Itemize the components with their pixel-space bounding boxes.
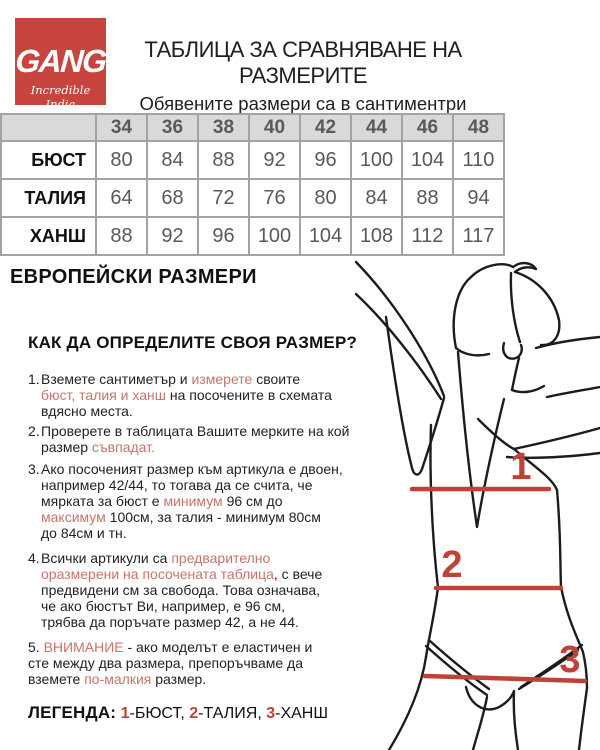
instruction-text: 100см, за талия - минимум 80см [105, 509, 321, 525]
hips-line-number: 3 [559, 639, 581, 681]
bust-line-number: 1 [510, 446, 532, 488]
size-table-header [1, 114, 504, 141]
instruction-text: вдясно места. [41, 403, 133, 419]
legend-label: ЛЕГЕНДА: [28, 703, 117, 722]
legend-items [121, 705, 328, 722]
instructions-list [28, 371, 448, 687]
waist-line-number: 2 [441, 544, 463, 586]
measurement-value-cell: 112 [402, 217, 453, 255]
instruction-text: до 84см и тн. [41, 525, 127, 541]
measurement-value-cell: 117 [453, 217, 504, 255]
measurement-value-cell: 88 [402, 179, 453, 217]
size-header-cell: 42 [300, 114, 351, 141]
how-to-heading: КАК ДА ОПРЕДЕЛИТЕ СВОЯ РАЗМЕР? [28, 333, 358, 352]
instruction-text-highlight: бюст, талия и ханш [41, 387, 166, 403]
instruction-item [28, 461, 448, 541]
instruction-text: размер. [151, 671, 207, 687]
instruction-number: 1. [28, 371, 40, 387]
measurement-value-cell: 94 [453, 179, 504, 217]
measurement-value-cell: 76 [249, 179, 300, 217]
instruction-text-highlight: максимум [41, 509, 106, 525]
figure-right-upperarm-bottom [547, 387, 600, 397]
figure-hair-swoosh [513, 263, 536, 272]
instruction-text-highlight: ВНИМАНИЕ [43, 639, 124, 655]
instruction-text: на посочените в схемата [165, 387, 332, 403]
page-subtitle: Обявените размери са в сантиментри [139, 93, 467, 114]
measurement-value-cell: 88 [198, 141, 249, 179]
measurement-value-cell: 108 [351, 217, 402, 255]
instruction-text: трябва да поръчате размер 42, а не 44. [41, 614, 299, 630]
figure-right-leg-outer [579, 688, 587, 750]
measurement-value-cell: 104 [402, 141, 453, 179]
figure-chin [503, 343, 522, 359]
size-header-cell: 40 [249, 114, 300, 141]
size-table-row [1, 217, 504, 255]
measurement-value-cell: 68 [147, 179, 198, 217]
instruction-item [28, 639, 448, 687]
size-table-body [1, 141, 504, 255]
instruction-text-highlight: измерете [191, 371, 253, 387]
measurement-value-cell: 96 [300, 141, 351, 179]
measurement-value-cell: 88 [96, 217, 147, 255]
measurement-value-cell: 72 [198, 179, 249, 217]
header [106, 37, 500, 115]
instruction-item [28, 423, 448, 455]
measurement-value-cell: 110 [453, 141, 504, 179]
instruction-text: например 42/44, то тогава да се счита, че [41, 477, 313, 493]
instruction-text: мярката за бюст е [41, 493, 164, 509]
measurement-value-cell: 80 [300, 179, 351, 217]
instruction-text: сте между два размера, препоръчваме да [28, 655, 304, 671]
size-table-row [1, 179, 504, 217]
size-header-cell: 44 [351, 114, 402, 141]
figure-hair-top [471, 264, 513, 277]
instruction-text-highlight: по-малкия [84, 671, 152, 687]
brand-logo-tagline: Incredible India [30, 83, 91, 111]
instruction-text: вземете [28, 671, 85, 687]
instruction-number: 5. [28, 639, 40, 655]
brand-logo-text: GANG [14, 43, 107, 79]
legend-text: -БЮСТ, [129, 705, 190, 722]
legend-number: 3 [266, 705, 276, 722]
instruction-text: предвидени см за свобода. Това означава, [41, 582, 321, 598]
measurement-value-cell: 92 [249, 141, 300, 179]
figure-hair-part [511, 273, 520, 342]
instruction-text-highlight: съвпадат. [91, 439, 155, 455]
legend-number: 1 [120, 705, 130, 722]
measurement-value-cell: 80 [96, 141, 147, 179]
figure-shoulder-right [512, 386, 544, 392]
figure-neck [512, 358, 519, 390]
legend-number: 2 [189, 705, 199, 722]
instruction-text: - ако моделът е еластичен и [123, 639, 313, 655]
instruction-item [28, 371, 448, 419]
instruction-number: 3. [28, 461, 40, 477]
figure-right-upperarm-top [536, 337, 600, 348]
instruction-text: , с вече [273, 566, 323, 582]
size-table-corner-cell [1, 114, 96, 141]
instruction-text: Ако посоченият размер към артикула е двоен, [41, 461, 343, 477]
measurement-value-cell: 64 [96, 179, 147, 217]
measurement-label-cell: ХАНШ [1, 217, 96, 255]
size-header-cell: 46 [402, 114, 453, 141]
measurement-value-cell: 96 [198, 217, 249, 255]
size-table [0, 113, 505, 256]
figure-back-hair [458, 352, 504, 527]
instruction-text: Вземете сантиметър и [41, 371, 192, 387]
figure-hair-bottom [456, 348, 489, 355]
measurement-value-cell: 84 [147, 141, 198, 179]
instruction-text: 96 см до [222, 493, 283, 509]
instruction-number: 4. [28, 550, 40, 566]
legend [28, 703, 328, 723]
instruction-text-highlight: предварително [171, 550, 271, 566]
instruction-text: размер [41, 439, 92, 455]
page-title: ТАБЛИЦА ЗА СРАВНЯВАНЕ НА РАЗМЕРИТЕ [144, 37, 462, 88]
instruction-text-highlight: оразмерени на посочената таблица [41, 566, 274, 582]
size-table-row [1, 141, 504, 179]
size-header-cell: 48 [453, 114, 504, 141]
measurement-label-cell: ТАЛИЯ [1, 179, 96, 217]
instruction-text-highlight: минимум [163, 493, 223, 509]
figure-crotch [466, 687, 514, 709]
instruction-number: 2. [28, 423, 40, 439]
measurement-value-cell: 84 [351, 179, 402, 217]
instruction-text: че ако бюстът Ви, например, е 96 см, [41, 598, 285, 614]
size-header-cell: 36 [147, 114, 198, 141]
size-header-cell: 34 [96, 114, 147, 141]
figure-hair-left [454, 277, 471, 348]
measurement-value-cell: 92 [147, 217, 198, 255]
instruction-item [28, 550, 448, 630]
measurement-value-cell: 104 [300, 217, 351, 255]
figure-right-leg-inner [514, 692, 518, 750]
figure-hair-right [515, 272, 559, 345]
measurement-label-cell: БЮСТ [1, 141, 96, 179]
instruction-text: Проверете в таблицата Вашите мерките на кой [41, 423, 350, 439]
size-header-cell: 38 [198, 114, 249, 141]
measurement-value-cell: 100 [351, 141, 402, 179]
european-sizes-heading: ЕВРОПЕЙСКИ РАЗМЕРИ [10, 266, 257, 288]
instruction-text: Всички артикули са [41, 550, 172, 566]
legend-text: -ТАЛИЯ, [198, 705, 267, 722]
instruction-text: своите [252, 371, 301, 387]
measurement-value-cell: 100 [249, 217, 300, 255]
legend-text: -ХАНШ [275, 705, 329, 722]
brand-logo [14, 18, 107, 111]
